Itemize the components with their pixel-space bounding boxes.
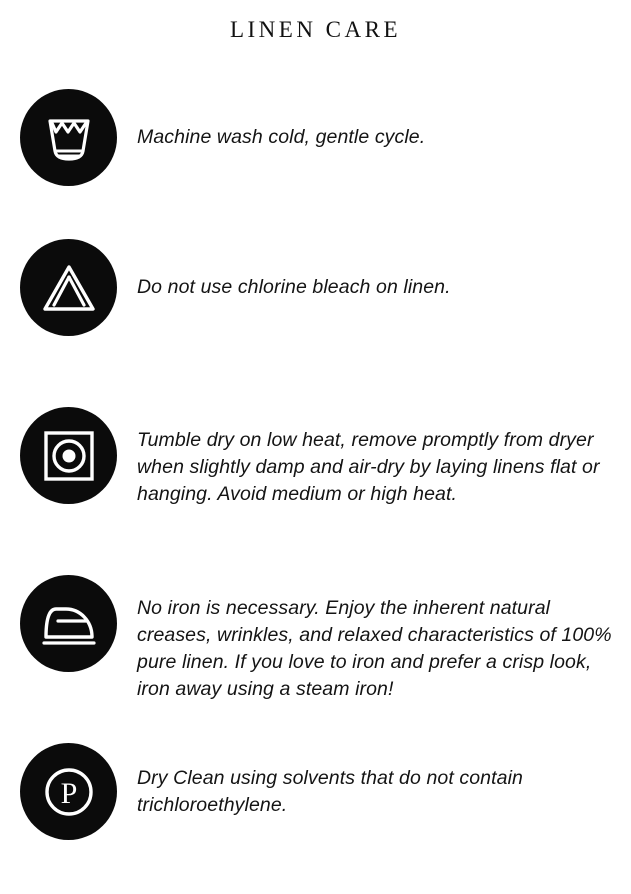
do-not-bleach-icon [20,239,117,336]
icon-cell [0,89,137,186]
list-item [0,743,631,883]
care-instruction-text: No iron is necessary. Enjoy the inherent natural creases, wrinkles, and relaxed characteristics of 100% pure linen. If you love to iron and prefer a crisp look, iron away using a steam iron! [137,596,612,700]
list-item [0,239,631,407]
text-cell [137,743,631,840]
text-cell [137,89,631,186]
list-item [0,407,631,575]
care-instruction-text: Do not use chlorine bleach on linen. [137,276,451,299]
machine-wash-icon [20,89,117,186]
page-title: LINEN CARE [229,17,402,43]
text-cell [137,575,631,722]
care-instruction-text: Tumble dry on low heat, remove promptly from dryer when slightly damp and air-dry by laying linens flat or hanging. Avoid medium or high heat. [137,428,600,505]
care-instructions-list [0,89,631,883]
tumble-dry-low-icon [20,407,117,504]
dry-clean-p-icon [20,743,117,840]
text-cell [137,239,631,336]
list-item [0,575,631,743]
care-instruction-text: Machine wash cold, gentle cycle. [137,126,426,149]
icon-cell [0,743,137,840]
icon-cell [0,407,137,504]
linen-care-page [0,15,631,894]
text-cell [137,407,631,527]
care-instruction-text: Dry Clean using solvents that do not contain trichloroethylene. [137,767,523,816]
list-item [0,89,631,239]
svg-text:P: P [60,776,77,810]
icon-cell [0,575,137,672]
iron-icon [20,575,117,672]
icon-cell [0,239,137,336]
